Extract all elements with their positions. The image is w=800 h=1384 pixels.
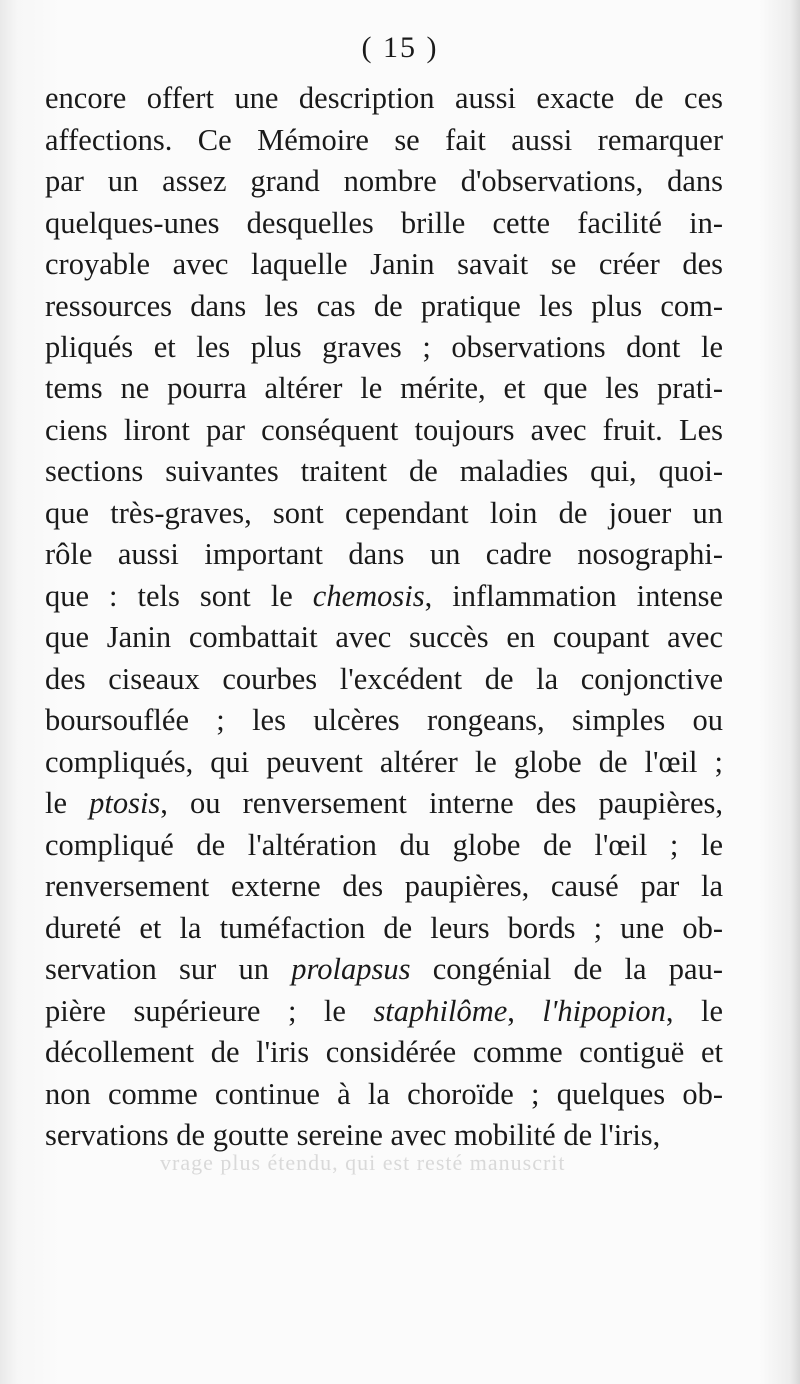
- text-line: par un assez grand nombre d'observations, dans: [45, 164, 723, 198]
- text-line: des ciseaux courbes l'excédent de la conjonctive: [45, 662, 723, 696]
- page-number: ( 15 ): [361, 31, 439, 64]
- text-line: encore offert une description aussi exacte de ces: [45, 81, 723, 115]
- text-line: [45, 949, 723, 989]
- text-line: tems ne pourra altérer le mérite, et que les prati-: [45, 371, 723, 405]
- text-segment: , ou renversement interne des paupières,: [160, 786, 723, 820]
- italic-term: l'hipopion: [542, 994, 666, 1028]
- italic-term: chemosis: [312, 579, 425, 613]
- text-line: quelques-unes desquelles brille cette facilité in-: [45, 206, 723, 240]
- text-line: croyable avec laquelle Janin savait se créer des: [45, 247, 723, 281]
- text-line: affections. Ce Mémoire se fait aussi remarquer: [45, 123, 723, 157]
- text-line: non comme continue à la choroïde ; quelques ob-: [45, 1077, 723, 1111]
- text-segment: pière supérieure ; le: [45, 994, 374, 1028]
- italic-term: prolapsus: [291, 952, 411, 986]
- text-line: sections suivantes traitent de maladies qui, quoi-: [45, 454, 723, 488]
- text-line: dureté et la tuméfaction de leurs bords ; une ob-: [45, 911, 723, 945]
- text-line: que très-graves, sont cependant loin de jouer un: [45, 496, 723, 530]
- italic-term: ptosis: [89, 786, 161, 820]
- text-line: ciens liront par conséquent toujours avec fruit. Les: [45, 413, 723, 447]
- text-segment: que : tels sont le: [45, 579, 313, 613]
- text-line: rôle aussi important dans un cadre nosographi-: [45, 537, 723, 571]
- text-line: décollement de l'iris considérée comme contiguë et: [45, 1035, 723, 1069]
- text-line: compliqué de l'altération du globe de l'œil ; le: [45, 828, 723, 862]
- text-segment: ,: [507, 994, 543, 1028]
- text-segment: , le: [665, 994, 724, 1028]
- text-line: servations de goutte sereine avec mobilité de l'iris,: [45, 1118, 661, 1152]
- text-line: compliqués, qui peuvent altérer le globe de l'œil ;: [45, 745, 723, 779]
- text-line: que Janin combattait avec succès en coupant avec: [45, 620, 723, 654]
- bleed-through-text: vrage plus étendu, qui est resté manuscrit: [160, 1150, 566, 1175]
- text-segment: servation sur un: [45, 952, 292, 986]
- text-segment: le: [45, 786, 90, 820]
- italic-term: staphilôme: [373, 994, 508, 1028]
- text-segment: congénial de la pau-: [410, 952, 723, 986]
- text-line: pliqués et les plus graves ; observations dont le: [45, 330, 723, 364]
- text-line: [45, 783, 723, 823]
- text-line: [45, 991, 723, 1031]
- text-line: boursouflée ; les ulcères rongeans, simples ou: [45, 703, 723, 737]
- text-line: [45, 576, 723, 616]
- text-line: ressources dans les cas de pratique les plus com-: [45, 289, 723, 323]
- text-line: renversement externe des paupières, causé par la: [45, 869, 723, 903]
- text-segment: , inflammation intense: [424, 579, 723, 613]
